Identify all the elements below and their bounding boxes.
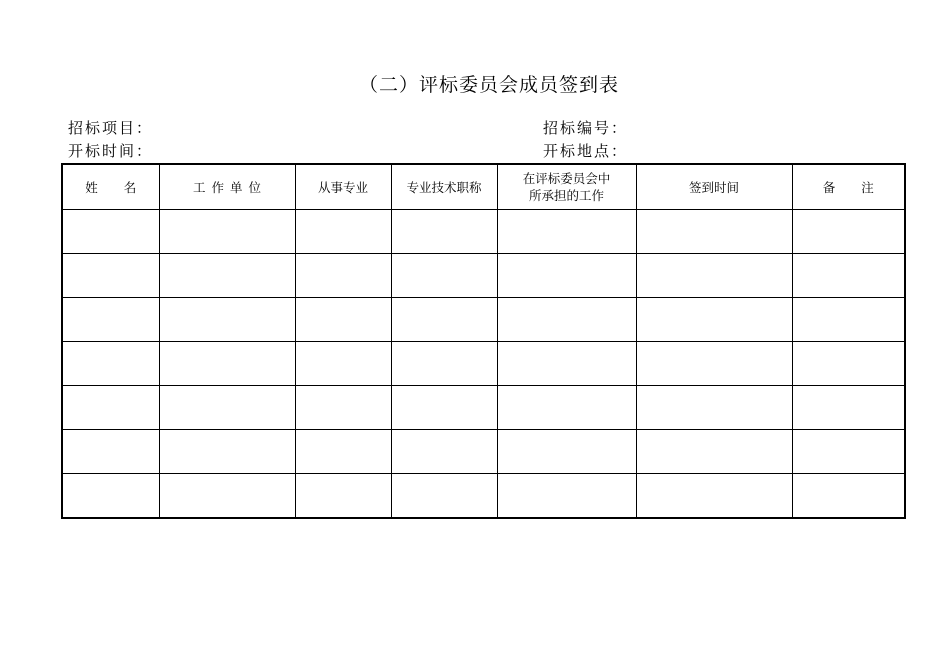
- table-cell[interactable]: [792, 254, 905, 298]
- tender-code-label: 招标编号：: [543, 119, 629, 137]
- table-cell[interactable]: [636, 298, 792, 342]
- bid-opening-location-label: 开标地点：: [543, 142, 629, 160]
- table-cell[interactable]: [497, 430, 636, 474]
- table-cell[interactable]: [295, 386, 391, 430]
- bid-opening-time-label: 开标时间：: [68, 142, 154, 160]
- table-row: [62, 298, 905, 342]
- table-cell[interactable]: [295, 430, 391, 474]
- table-cell[interactable]: [62, 430, 159, 474]
- table-cell[interactable]: [295, 210, 391, 254]
- table-header-row: [62, 164, 905, 210]
- table-cell[interactable]: [62, 342, 159, 386]
- table-cell[interactable]: [159, 430, 295, 474]
- table-cell[interactable]: [391, 210, 497, 254]
- header-name: 姓名: [62, 164, 159, 210]
- table-cell[interactable]: [62, 474, 159, 519]
- header-professional-title: 专业技术职称: [391, 164, 497, 210]
- table-row: [62, 254, 905, 298]
- project-label: 招标项目：: [68, 119, 154, 137]
- table-cell[interactable]: [497, 386, 636, 430]
- table-cell[interactable]: [792, 210, 905, 254]
- table-cell[interactable]: [497, 474, 636, 519]
- table-cell[interactable]: [391, 430, 497, 474]
- table-row: [62, 474, 905, 519]
- table-cell[interactable]: [295, 474, 391, 519]
- table-cell[interactable]: [159, 386, 295, 430]
- table-cell[interactable]: [391, 254, 497, 298]
- table-cell[interactable]: [62, 298, 159, 342]
- header-remarks: 备注: [792, 164, 905, 210]
- table-cell[interactable]: [391, 386, 497, 430]
- table-cell[interactable]: [792, 430, 905, 474]
- table-cell[interactable]: [159, 474, 295, 519]
- header-specialty: 从事专业: [295, 164, 391, 210]
- table-cell[interactable]: [159, 210, 295, 254]
- table-cell[interactable]: [159, 298, 295, 342]
- table-cell[interactable]: [636, 210, 792, 254]
- table-cell[interactable]: [391, 298, 497, 342]
- table-row: [62, 386, 905, 430]
- table-cell[interactable]: [497, 298, 636, 342]
- header-committee-role: 在评标委员会中 所承担的工作: [497, 164, 636, 210]
- table-cell[interactable]: [295, 342, 391, 386]
- table-cell[interactable]: [792, 386, 905, 430]
- table-cell[interactable]: [62, 210, 159, 254]
- table-row: [62, 342, 905, 386]
- table-cell[interactable]: [391, 342, 497, 386]
- table-cell[interactable]: [497, 210, 636, 254]
- table-cell[interactable]: [159, 254, 295, 298]
- table-body: [62, 210, 905, 519]
- header-sign-in-time: 签到时间: [636, 164, 792, 210]
- table-cell[interactable]: [497, 342, 636, 386]
- table-cell[interactable]: [792, 474, 905, 519]
- table-cell[interactable]: [159, 342, 295, 386]
- table-cell[interactable]: [636, 430, 792, 474]
- table-row: [62, 430, 905, 474]
- table-cell[interactable]: [636, 386, 792, 430]
- table-cell[interactable]: [62, 386, 159, 430]
- table-cell[interactable]: [792, 298, 905, 342]
- table-cell[interactable]: [636, 474, 792, 519]
- table-cell[interactable]: [497, 254, 636, 298]
- table-cell[interactable]: [295, 298, 391, 342]
- table-cell[interactable]: [636, 342, 792, 386]
- header-work-unit: 工作单位: [159, 164, 295, 210]
- table-cell[interactable]: [792, 342, 905, 386]
- table-cell[interactable]: [391, 474, 497, 519]
- table-cell[interactable]: [62, 254, 159, 298]
- table-cell[interactable]: [636, 254, 792, 298]
- table-cell[interactable]: [295, 254, 391, 298]
- sign-in-table: [61, 163, 906, 519]
- table-row: [62, 210, 905, 254]
- document-title: （二）评标委员会成员签到表: [358, 74, 619, 96]
